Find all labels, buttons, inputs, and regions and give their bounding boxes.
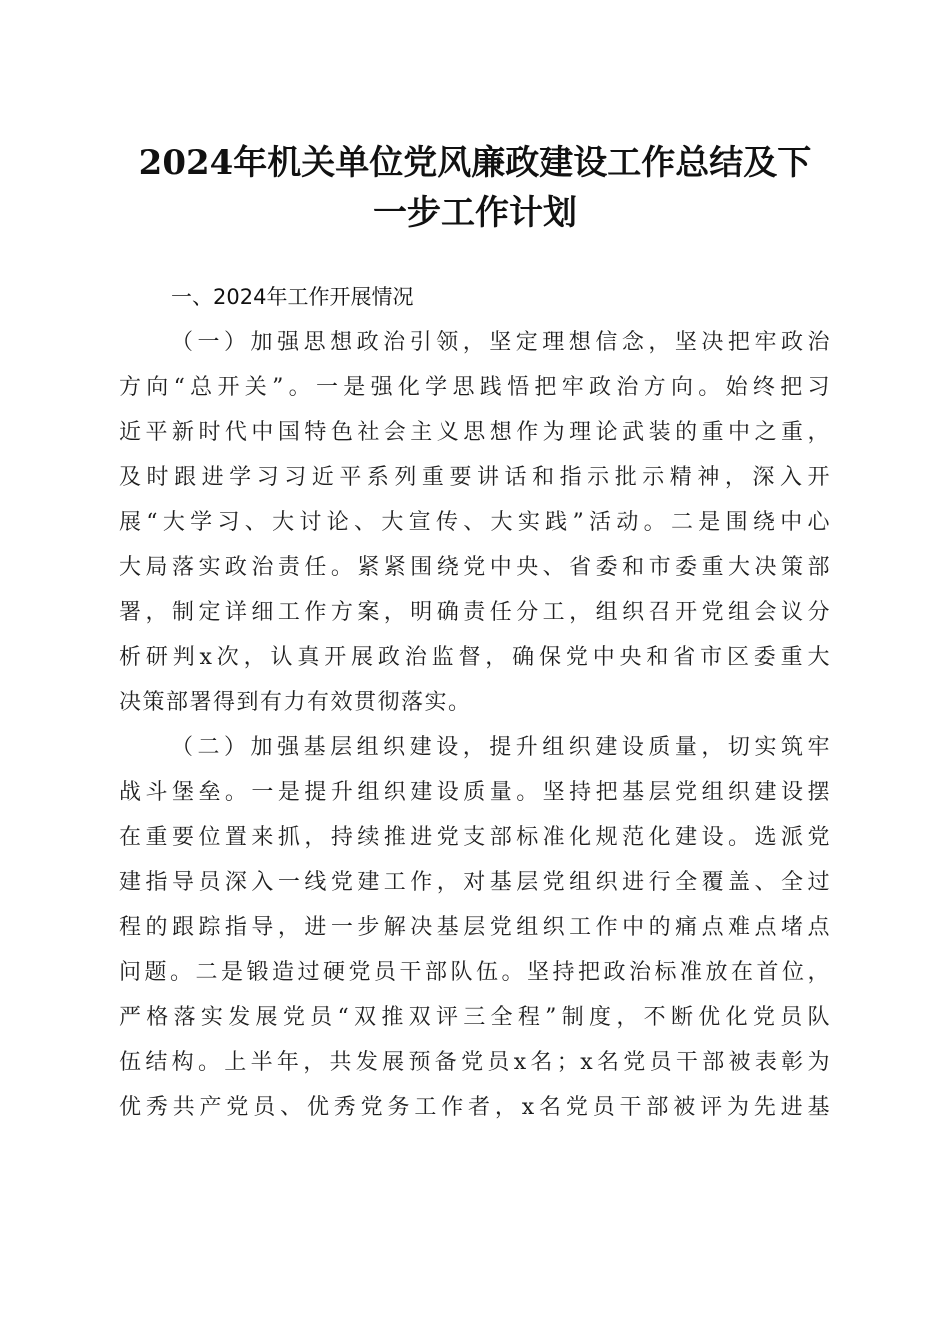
paragraph-1-line: 展“大学习、大讨论、大宣传、大实践”活动。二是围绕中心	[119, 510, 831, 535]
paragraph-1-line: 析研判x次，认真开展政治监督，确保党中央和省市区委重大	[119, 645, 831, 670]
paragraph-2	[119, 725, 831, 1130]
paragraph-2-line: 建指导员深入一线党建工作，对基层党组织进行全覆盖、全过	[119, 870, 831, 895]
paragraph-1-line: （一）加强思想政治引领，坚定理想信念，坚决把牢政治	[171, 330, 831, 355]
paragraph-1	[119, 320, 831, 725]
paragraph-2-line: 在重要位置来抓，持续推进党支部标准化规范化建设。选派党	[119, 825, 831, 850]
paragraph-1-line: 及时跟进学习习近平系列重要讲话和指示批示精神，深入开	[119, 465, 831, 490]
paragraph-1-line: 署，制定详细工作方案，明确责任分工，组织召开党组会议分	[119, 600, 831, 625]
document-title	[120, 138, 830, 238]
paragraph-1-line: 决策部署得到有力有效贯彻落实。	[119, 690, 472, 715]
title-line-2: 一步工作计划	[373, 193, 577, 233]
paragraph-1-line: 大局落实政治责任。紧紧围绕党中央、省委和市委重大决策部	[119, 555, 831, 580]
paragraph-2-line: 伍结构。上半年，共发展预备党员x名；x名党员干部被表彰为	[119, 1050, 831, 1075]
paragraph-2-line: （二）加强基层组织建设，提升组织建设质量，切实筑牢	[171, 735, 831, 760]
paragraph-1-line: 近平新时代中国特色社会主义思想作为理论武装的重中之重，	[119, 420, 831, 445]
paragraph-2-line: 问题。二是锻造过硬党员干部队伍。坚持把政治标准放在首位，	[119, 960, 831, 985]
paragraph-2-line: 优秀共产党员、优秀党务工作者，x名党员干部被评为先进基	[119, 1095, 831, 1120]
document-body	[119, 275, 831, 1130]
paragraph-2-line: 战斗堡垒。一是提升组织建设质量。坚持把基层党组织建设摆	[119, 780, 831, 805]
section-heading: 一、2024年工作开展情况	[171, 285, 414, 309]
paragraph-2-line: 程的跟踪指导，进一步解决基层党组织工作中的痛点难点堵点	[119, 915, 831, 940]
paragraph-1-line: 方向“总开关”。一是强化学思践悟把牢政治方向。始终把习	[119, 375, 831, 400]
paragraph-2-line: 严格落实发展党员“双推双评三全程”制度，不断优化党员队	[119, 1005, 831, 1030]
title-line-1: 2024年机关单位党风廉政建设工作总结及下	[138, 143, 812, 183]
